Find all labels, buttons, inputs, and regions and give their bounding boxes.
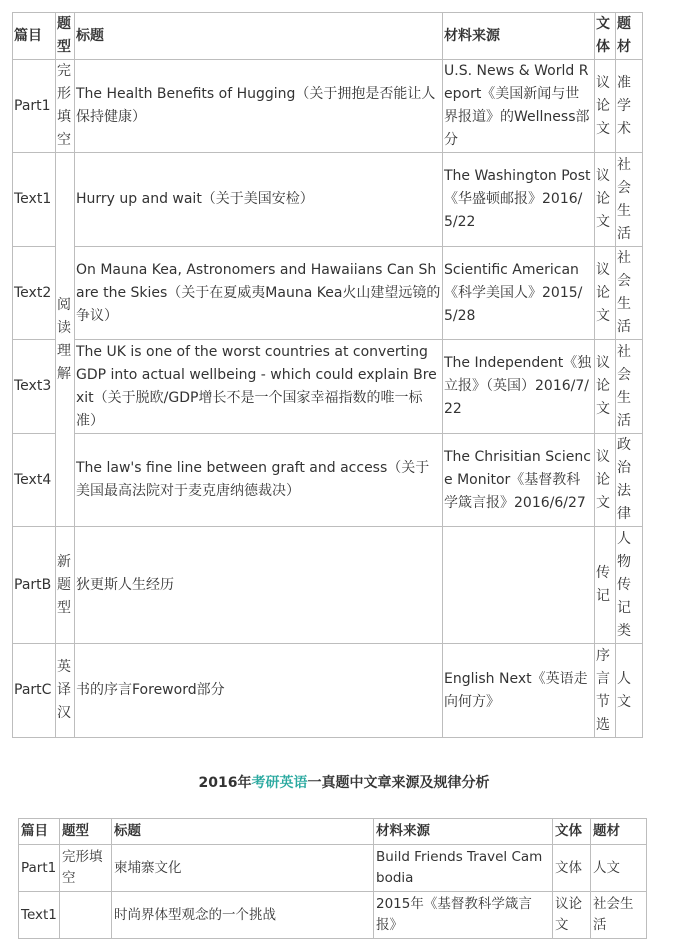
cell-source: The Washington Post《华盛顿邮报》2016/5/22 [443, 153, 595, 247]
cell-type: 完形填空 [60, 845, 112, 892]
cell-style: 议论文 [553, 892, 591, 939]
cell-title: 狄更斯人生经历 [75, 527, 443, 644]
cell-section: Text1 [13, 153, 56, 247]
header-source: 材料来源 [374, 819, 553, 845]
cell-type: 新题型 [56, 527, 75, 644]
cell-type: 完形填空 [56, 60, 75, 153]
cell-topic: 人文 [591, 845, 647, 892]
cell-source: U.S. News & World Report《美国新闻与世界报道》的Wellness部分 [443, 60, 595, 153]
cell-topic: 社会生活 [616, 340, 643, 434]
table-row [13, 247, 643, 340]
article-source-table-2016 [18, 818, 647, 939]
cell-topic: 人物传记类 [616, 527, 643, 644]
cell-topic: 政治法律 [616, 434, 643, 527]
header-type: 题型 [60, 819, 112, 845]
table-row [13, 434, 643, 527]
cell-style: 序言节选 [595, 644, 616, 738]
cell-style: 议论文 [595, 153, 616, 247]
header-section: 篇目 [13, 13, 56, 60]
cell-source: The Chrisitian Science Monitor《基督教科学箴言报》2016/6/27 [443, 434, 595, 527]
header-title: 标题 [112, 819, 374, 845]
table-row [13, 153, 643, 247]
header-title: 标题 [75, 13, 443, 60]
cell-style: 文体 [553, 845, 591, 892]
cell-title: 书的序言Foreword部分 [75, 644, 443, 738]
cell-style: 议论文 [595, 434, 616, 527]
cell-style: 议论文 [595, 247, 616, 340]
cell-source: Build Friends Travel Cambodia [374, 845, 553, 892]
cell-section: Part1 [19, 845, 60, 892]
cell-source: English Next《英语走向何方》 [443, 644, 595, 738]
cell-style: 议论文 [595, 60, 616, 153]
cell-style: 议论文 [595, 340, 616, 434]
header-type: 题型 [56, 13, 75, 60]
cell-title: The UK is one of the worst countries at converting GDP into actual wellbeing - which could explain Brexit（关于脱欧/GDP增长不是一个国家幸福指数的唯一标准） [75, 340, 443, 434]
cell-topic: 社会生活 [591, 892, 647, 939]
cell-style: 传记 [595, 527, 616, 644]
cell-section: Part1 [13, 60, 56, 153]
cell-topic: 社会生活 [616, 247, 643, 340]
cell-title: The Health Benefits of Hugging（关于拥抱是否能让人保持健康） [75, 60, 443, 153]
cell-section: Text2 [13, 247, 56, 340]
cell-source: Scientific American《科学美国人》2015/5/28 [443, 247, 595, 340]
cell-title: Hurry up and wait（关于美国安检） [75, 153, 443, 247]
header-source: 材料来源 [443, 13, 595, 60]
cell-topic: 准学术 [616, 60, 643, 153]
cell-title: On Mauna Kea, Astronomers and Hawaiians Can Share the Skies（关于在夏威夷Mauna Kea火山建望远镜的争议） [75, 247, 443, 340]
cell-source: The Independent《独立报》（英国）2016/7/22 [443, 340, 595, 434]
cell-section: Text4 [13, 434, 56, 527]
table-row [13, 527, 643, 644]
table-row [19, 892, 647, 939]
cell-section: Text3 [13, 340, 56, 434]
cell-title: 时尚界体型观念的一个挑战 [112, 892, 374, 939]
caption-highlight-link[interactable]: 考研英语 [251, 775, 308, 791]
cell-source [443, 527, 595, 644]
cell-topic: 社会生活 [616, 153, 643, 247]
cell-type: 英译汉 [56, 644, 75, 738]
cell-title: 柬埔寨文化 [112, 845, 374, 892]
cell-type: 阅读理解 [56, 153, 75, 527]
cell-section: Text1 [19, 892, 60, 939]
cell-section: PartB [13, 527, 56, 644]
header-style: 文体 [595, 13, 616, 60]
header-topic: 题材 [616, 13, 643, 60]
table-row [19, 845, 647, 892]
caption-text: 一真题中文章来源及规律分析 [307, 775, 490, 791]
table-header-row [13, 13, 643, 60]
table-row [13, 340, 643, 434]
cell-title: The law's fine line between graft and access（关于美国最高法院对于麦克唐纳德裁决） [75, 434, 443, 527]
cell-section: PartC [13, 644, 56, 738]
table-header-row [19, 819, 647, 845]
cell-type [60, 892, 112, 939]
cell-source: 2015年《基督教科学箴言报》 [374, 892, 553, 939]
table-row [13, 644, 643, 738]
header-topic: 题材 [591, 819, 647, 845]
header-section: 篇目 [19, 819, 60, 845]
cell-topic: 人文 [616, 644, 643, 738]
section-caption [0, 772, 688, 792]
caption-year: 2016年 [198, 775, 252, 791]
table-row [13, 60, 643, 153]
article-source-table-2017 [12, 12, 643, 738]
header-style: 文体 [553, 819, 591, 845]
